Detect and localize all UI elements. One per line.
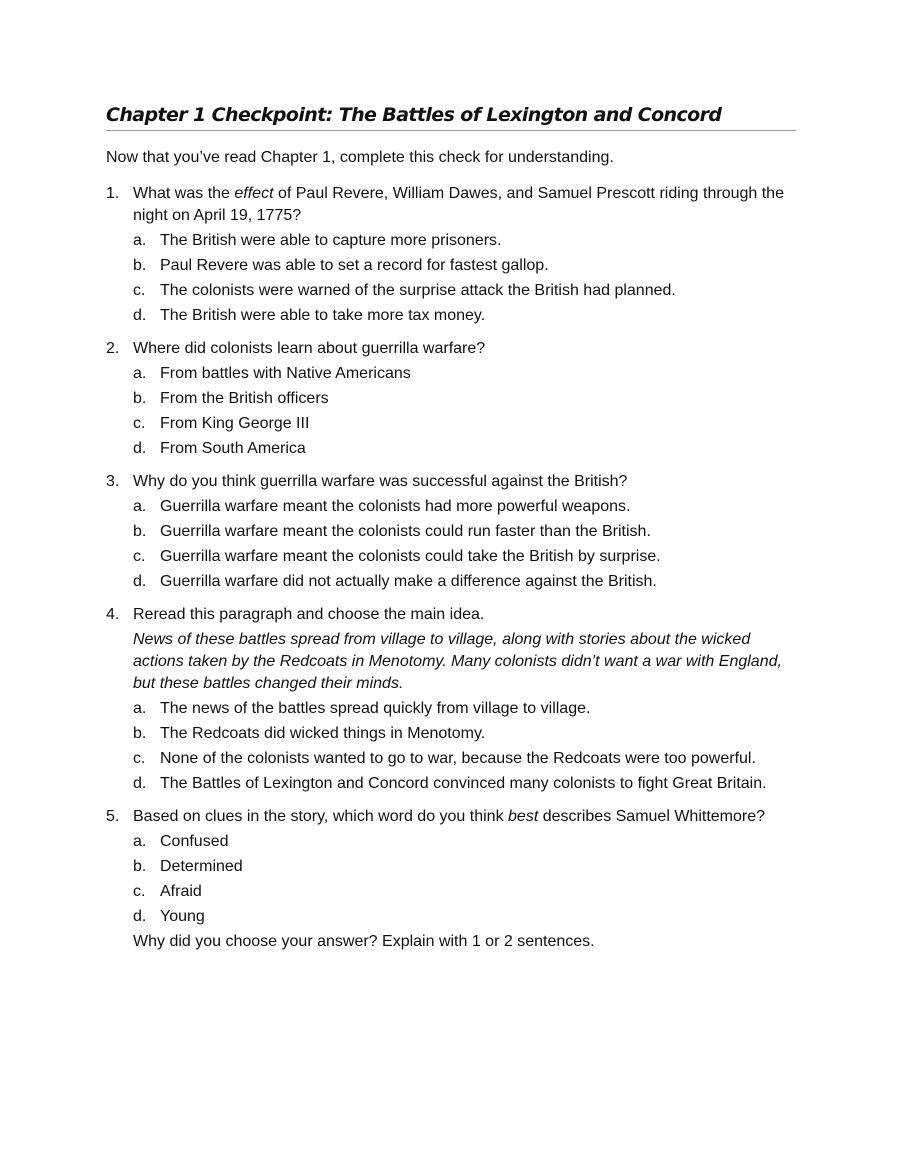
option-text: Guerrilla warfare did not actually make a difference against the British. [160, 573, 657, 590]
option-letter: d. [133, 908, 147, 925]
option-item[interactable] [133, 521, 796, 543]
page-title: Chapter 1 Checkpoint: The Battles of Lexington and Concord [106, 104, 796, 131]
question-3 [106, 471, 796, 593]
option-text: From the British officers [160, 390, 329, 407]
option-list [133, 363, 796, 460]
option-text: The Battles of Lexington and Concord convinced many colonists to fight Great Britain. [160, 775, 767, 792]
question-1 [106, 183, 796, 327]
option-letter: d. [133, 775, 147, 792]
option-item[interactable] [133, 856, 796, 878]
option-letter: d. [133, 307, 147, 324]
question-number: 1. [106, 185, 120, 202]
option-item[interactable] [133, 881, 796, 903]
question-list [106, 183, 796, 953]
option-letter: b. [133, 257, 147, 274]
option-text: From King George III [160, 415, 310, 432]
option-item[interactable] [133, 230, 796, 252]
emphasis-text: effect [234, 185, 274, 202]
option-text: The news of the battles spread quickly from village to village. [160, 700, 591, 717]
option-item[interactable] [133, 280, 796, 302]
option-letter: a. [133, 700, 147, 717]
option-item[interactable] [133, 906, 796, 928]
question-text: Based on clues in the story, which word do you think best describes Samuel Whittemore? [133, 808, 766, 825]
question-number: 5. [106, 808, 120, 825]
option-letter: a. [133, 833, 147, 850]
option-letter: a. [133, 365, 147, 382]
option-letter: c. [133, 750, 146, 767]
emphasis-text: best [508, 808, 539, 825]
question-4 [106, 604, 796, 795]
option-letter: c. [133, 282, 146, 299]
option-list [133, 831, 796, 928]
option-list [133, 496, 796, 593]
option-text: Paul Revere was able to set a record for fastest gallop. [160, 257, 549, 274]
option-letter: b. [133, 725, 147, 742]
option-text: Guerrilla warfare meant the colonists could take the British by surprise. [160, 548, 661, 565]
option-letter: c. [133, 883, 146, 900]
intro-text: Now that you’ve read Chapter 1, complete this check for understanding. [106, 149, 614, 166]
option-item[interactable] [133, 413, 796, 435]
option-text: The British were able to take more tax money. [160, 307, 486, 324]
option-item[interactable] [133, 305, 796, 327]
option-text: From battles with Native Americans [160, 365, 411, 382]
option-item[interactable] [133, 571, 796, 593]
option-item[interactable] [133, 698, 796, 720]
followup-prompt: Why did you choose your answer? Explain with 1 or 2 sentences. [133, 933, 595, 950]
option-text: Guerrilla warfare meant the colonists had more powerful weapons. [160, 498, 631, 515]
option-text: Guerrilla warfare meant the colonists could run faster than the British. [160, 523, 651, 540]
question-5 [106, 806, 796, 953]
option-item[interactable] [133, 773, 796, 795]
option-letter: b. [133, 523, 147, 540]
option-item[interactable] [133, 388, 796, 410]
option-letter: c. [133, 415, 146, 432]
option-text: Determined [160, 858, 243, 875]
option-item[interactable] [133, 363, 796, 385]
option-item[interactable] [133, 748, 796, 770]
option-text: The British were able to capture more prisoners. [160, 232, 502, 249]
option-letter: b. [133, 390, 147, 407]
option-list [133, 698, 796, 795]
option-text: From South America [160, 440, 306, 457]
option-item[interactable] [133, 438, 796, 460]
option-letter: d. [133, 440, 147, 457]
option-text: Confused [160, 833, 229, 850]
option-text: The colonists were warned of the surprise attack the British had planned. [160, 282, 676, 299]
question-text: Why do you think guerrilla warfare was successful against the British? [133, 473, 628, 490]
option-item[interactable] [133, 546, 796, 568]
question-text: What was the effect of Paul Revere, William Dawes, and Samuel Prescott riding through the night on April 19, 1775? [133, 185, 784, 224]
question-number: 2. [106, 340, 120, 357]
option-item[interactable] [133, 723, 796, 745]
option-text: Young [160, 908, 205, 925]
question-number: 4. [106, 606, 120, 623]
option-item[interactable] [133, 255, 796, 277]
question-2 [106, 338, 796, 460]
question-text: Reread this paragraph and choose the main idea. [133, 606, 485, 623]
option-text: None of the colonists wanted to go to war, because the Redcoats were too powerful. [160, 750, 756, 767]
option-text: The Redcoats did wicked things in Menotomy. [160, 725, 486, 742]
option-letter: c. [133, 548, 146, 565]
option-letter: a. [133, 498, 147, 515]
option-text: Afraid [160, 883, 202, 900]
reading-passage: News of these battles spread from village to village, along with stories about the wicked actions taken by the Redcoats in Menotomy. Many colonists didn’t want a war with England, but these battles changed their minds. [133, 631, 782, 692]
option-item[interactable] [133, 831, 796, 853]
option-item[interactable] [133, 496, 796, 518]
option-letter: a. [133, 232, 147, 249]
option-list [133, 230, 796, 327]
option-letter: d. [133, 573, 147, 590]
option-letter: b. [133, 858, 147, 875]
question-text: Where did colonists learn about guerrilla warfare? [133, 340, 486, 357]
question-number: 3. [106, 473, 120, 490]
